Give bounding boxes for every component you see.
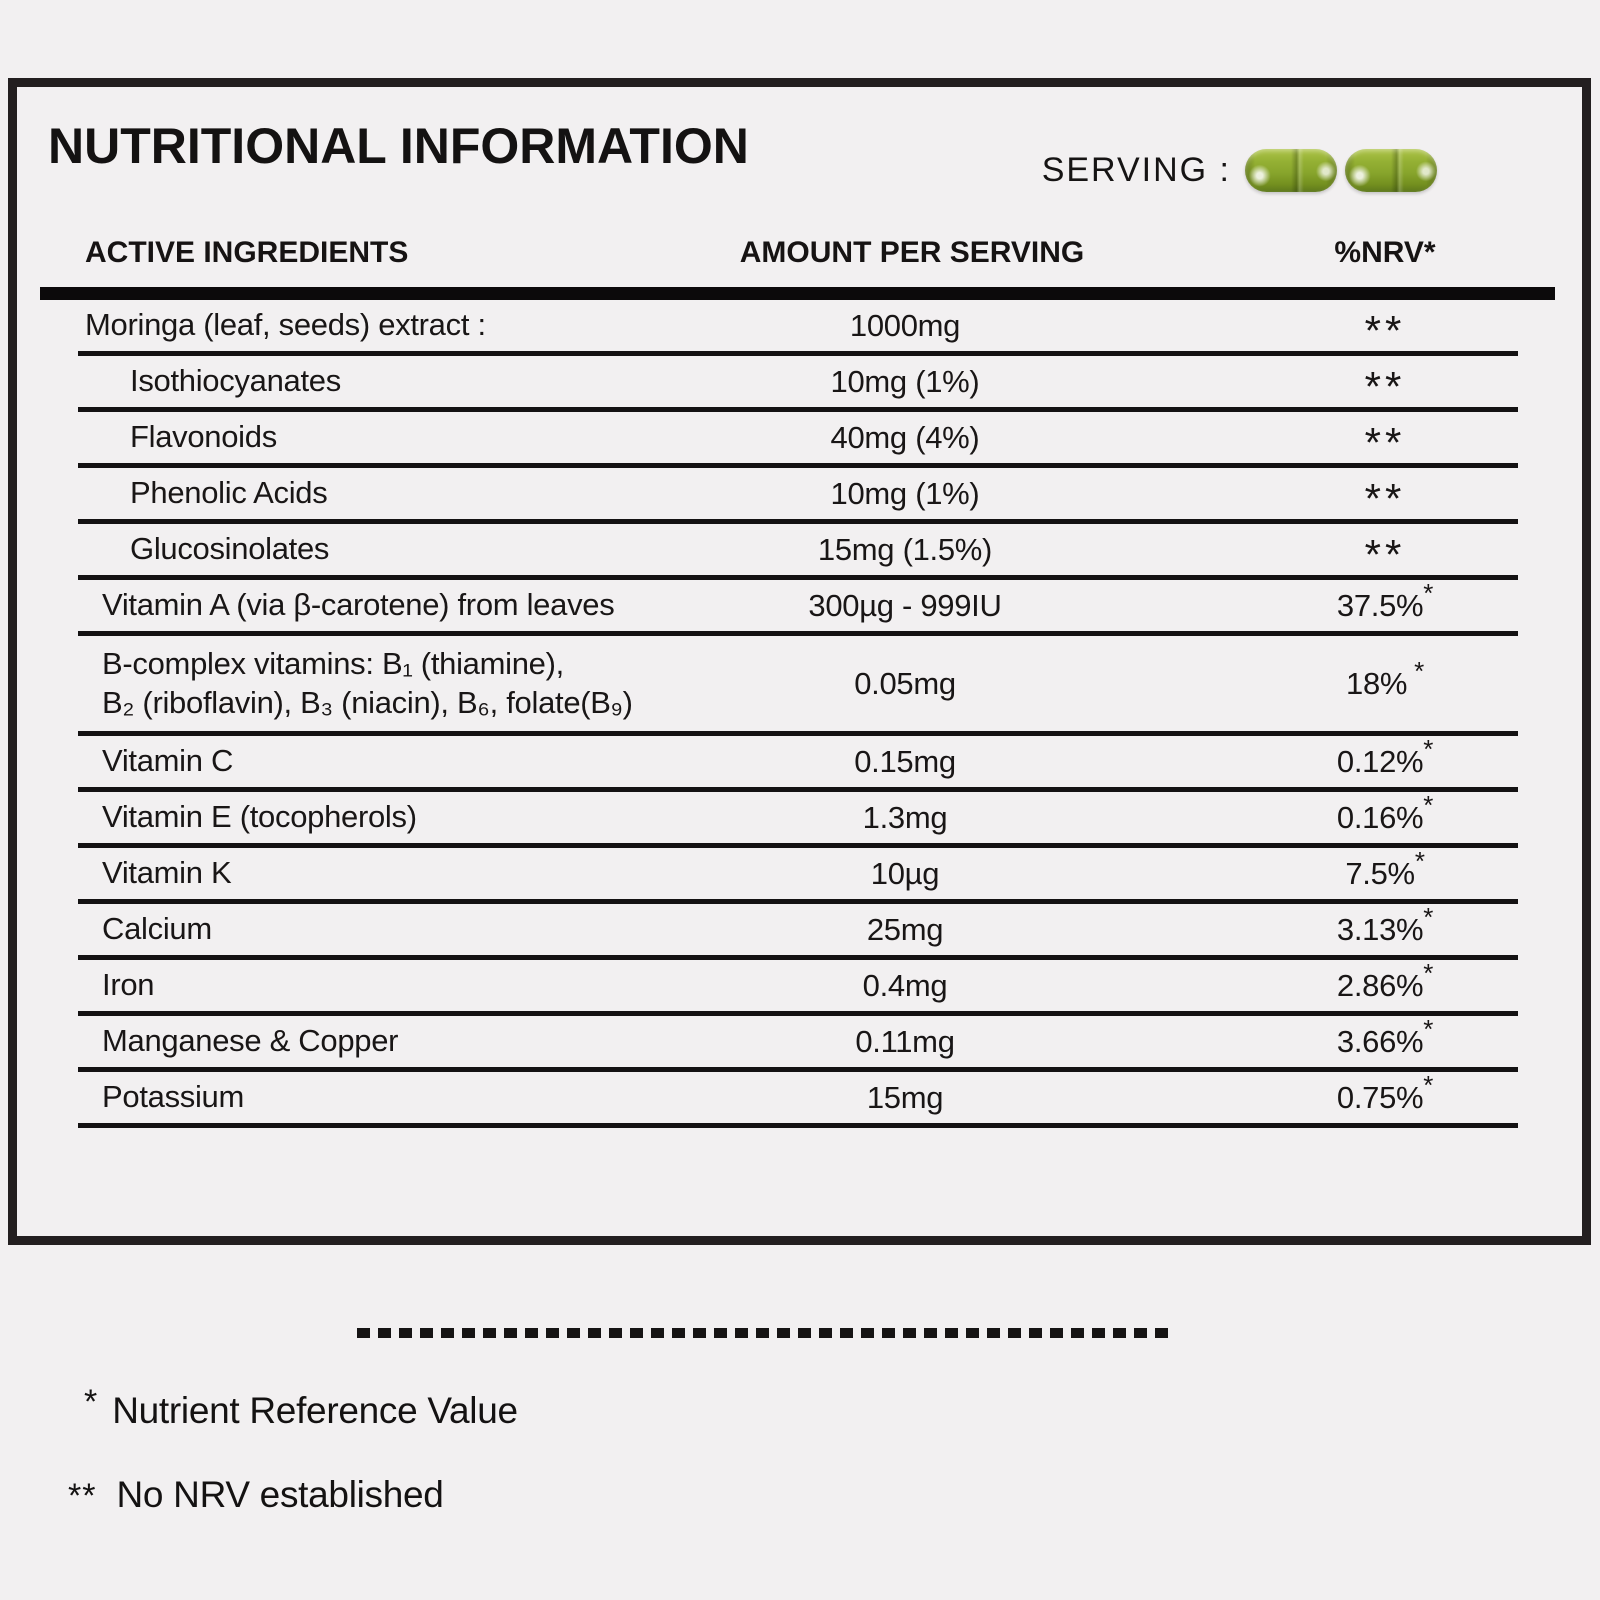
amount-per-serving-value: 0.05mg [854,665,956,701]
nrv-asterisk: * [1423,578,1434,609]
ingredient-name: Manganese & Copper [102,1023,399,1059]
no-nrv-stars: ** [1364,474,1406,522]
nrv-percent: 3.13% [1336,911,1424,947]
footnote-marker: ** [68,1477,97,1515]
column-header-active-ingredients: ACTIVE INGREDIENTS [85,236,409,269]
nrv-value [1198,530,1572,578]
nrv-value [1198,474,1572,522]
nrv-percent: 7.5% [1345,855,1415,891]
footnote-nrv [84,1383,518,1432]
footnote-text: Nutrient Reference Value [112,1390,518,1431]
capsule-icon [1245,149,1337,192]
footnote-no-nrv [68,1474,444,1516]
serving-capsules [1245,149,1437,192]
amount-per-serving-value: 10µg [870,855,940,891]
amount-per-serving-value: 10mg (1%) [830,363,980,399]
nrv-percent: 18% [1346,665,1408,701]
table-row [78,636,1518,736]
nrv-value [1198,1070,1572,1116]
table-header-row [17,228,1582,278]
table-row [78,792,1518,848]
ingredient-name: B-complex vitamins: B₁ (thiamine), B₂ (riboflavin), B₃ (niacin), B₆, folate(B₉) [78,645,633,723]
ingredient-name: Phenolic Acids [130,475,328,511]
amount-per-serving-value: 0.11mg [855,1023,955,1059]
amount-per-serving-value: 0.15mg [854,743,956,779]
nrv-asterisk: * [1423,790,1434,821]
nrv-asterisk: * [1423,902,1434,933]
table-row [78,736,1518,792]
ingredient-name: Flavonoids [130,419,277,455]
serving-row [1042,149,1437,192]
no-nrv-stars: ** [1364,306,1406,354]
no-nrv-stars: ** [1364,418,1406,466]
table-body [17,300,1582,1128]
amount-per-serving-value: 10mg (1%) [830,475,980,511]
ingredient-name: Vitamin C [102,743,234,779]
nrv-asterisk: * [1423,1014,1434,1045]
nrv-percent: 0.12% [1336,743,1424,779]
nutrition-panel [8,78,1591,1245]
table-row [78,300,1518,356]
nrv-value [1198,790,1572,836]
ingredient-name: Potassium [102,1079,245,1115]
table-row [78,524,1518,580]
table-row [78,848,1518,904]
nrv-value [1198,306,1572,354]
ingredient-name: Glucosinolates [130,531,330,567]
nrv-asterisk: * [1407,656,1424,687]
amount-per-serving-value: 40mg (4%) [830,419,980,455]
amount-per-serving-value: 15mg (1.5%) [817,531,993,567]
amount-per-serving-value: 300µg - 999IU [808,587,1002,623]
nrv-value [1198,902,1572,948]
nrv-percent: 2.86% [1336,967,1424,1003]
amount-per-serving-value: 1.3mg [862,799,948,835]
ingredient-name: Vitamin K [102,855,232,891]
table-row [78,1072,1518,1128]
amount-per-serving-value: 25mg [866,911,944,947]
nrv-value [1198,734,1572,780]
ingredient-name: Iron [102,967,155,1003]
table-row [78,960,1518,1016]
ingredient-name: Vitamin E (tocopherols) [102,799,417,835]
serving-label: SERVING : [1041,151,1231,189]
ingredient-name: Isothiocyanates [130,363,341,399]
footnote-text: No NRV established [116,1474,444,1515]
ingredient-name: Vitamin A (via β-carotene) from leaves [102,587,615,623]
page-title: NUTRITIONAL INFORMATION [48,118,749,174]
dashed-divider [357,1328,1175,1338]
amount-per-serving-value: 0.4mg [862,967,948,1003]
nrv-percent: 37.5% [1336,587,1424,623]
nrv-asterisk: * [1423,734,1434,765]
nrv-value [1198,362,1572,410]
no-nrv-stars: ** [1364,530,1406,578]
ingredient-name: Calcium [102,911,212,947]
nrv-percent: 3.66% [1336,1023,1424,1059]
ingredient-name: Moringa (leaf, seeds) extract : [85,307,486,343]
nrv-value [1198,656,1572,702]
table-row [78,1016,1518,1072]
column-header-amount-per-serving: AMOUNT PER SERVING [739,236,1085,269]
table-row [78,904,1518,960]
table-row [78,580,1518,636]
amount-per-serving-value: 1000mg [849,307,961,343]
table-row [78,468,1518,524]
footnote-marker: * [84,1383,99,1421]
nrv-value [1198,958,1572,1004]
nrv-percent: 0.75% [1336,1079,1424,1115]
nrv-value [1198,418,1572,466]
table-row [78,356,1518,412]
header-divider [40,287,1555,300]
table-row [78,412,1518,468]
no-nrv-stars: ** [1364,362,1406,410]
nrv-percent: 0.16% [1336,799,1424,835]
column-header-nrv: %NRV* [1334,236,1436,269]
capsule-icon [1345,149,1437,192]
nrv-value [1198,1014,1572,1060]
amount-per-serving-value: 15mg [866,1079,944,1115]
nrv-asterisk: * [1423,958,1434,989]
ingredient-name-line2: B₂ (riboflavin), B₃ (niacin), B₆, folate(B₉) [102,684,633,720]
nrv-asterisk: * [1414,846,1425,877]
nrv-value [1198,846,1572,892]
nrv-value [1198,578,1572,624]
nrv-asterisk: * [1423,1070,1434,1101]
